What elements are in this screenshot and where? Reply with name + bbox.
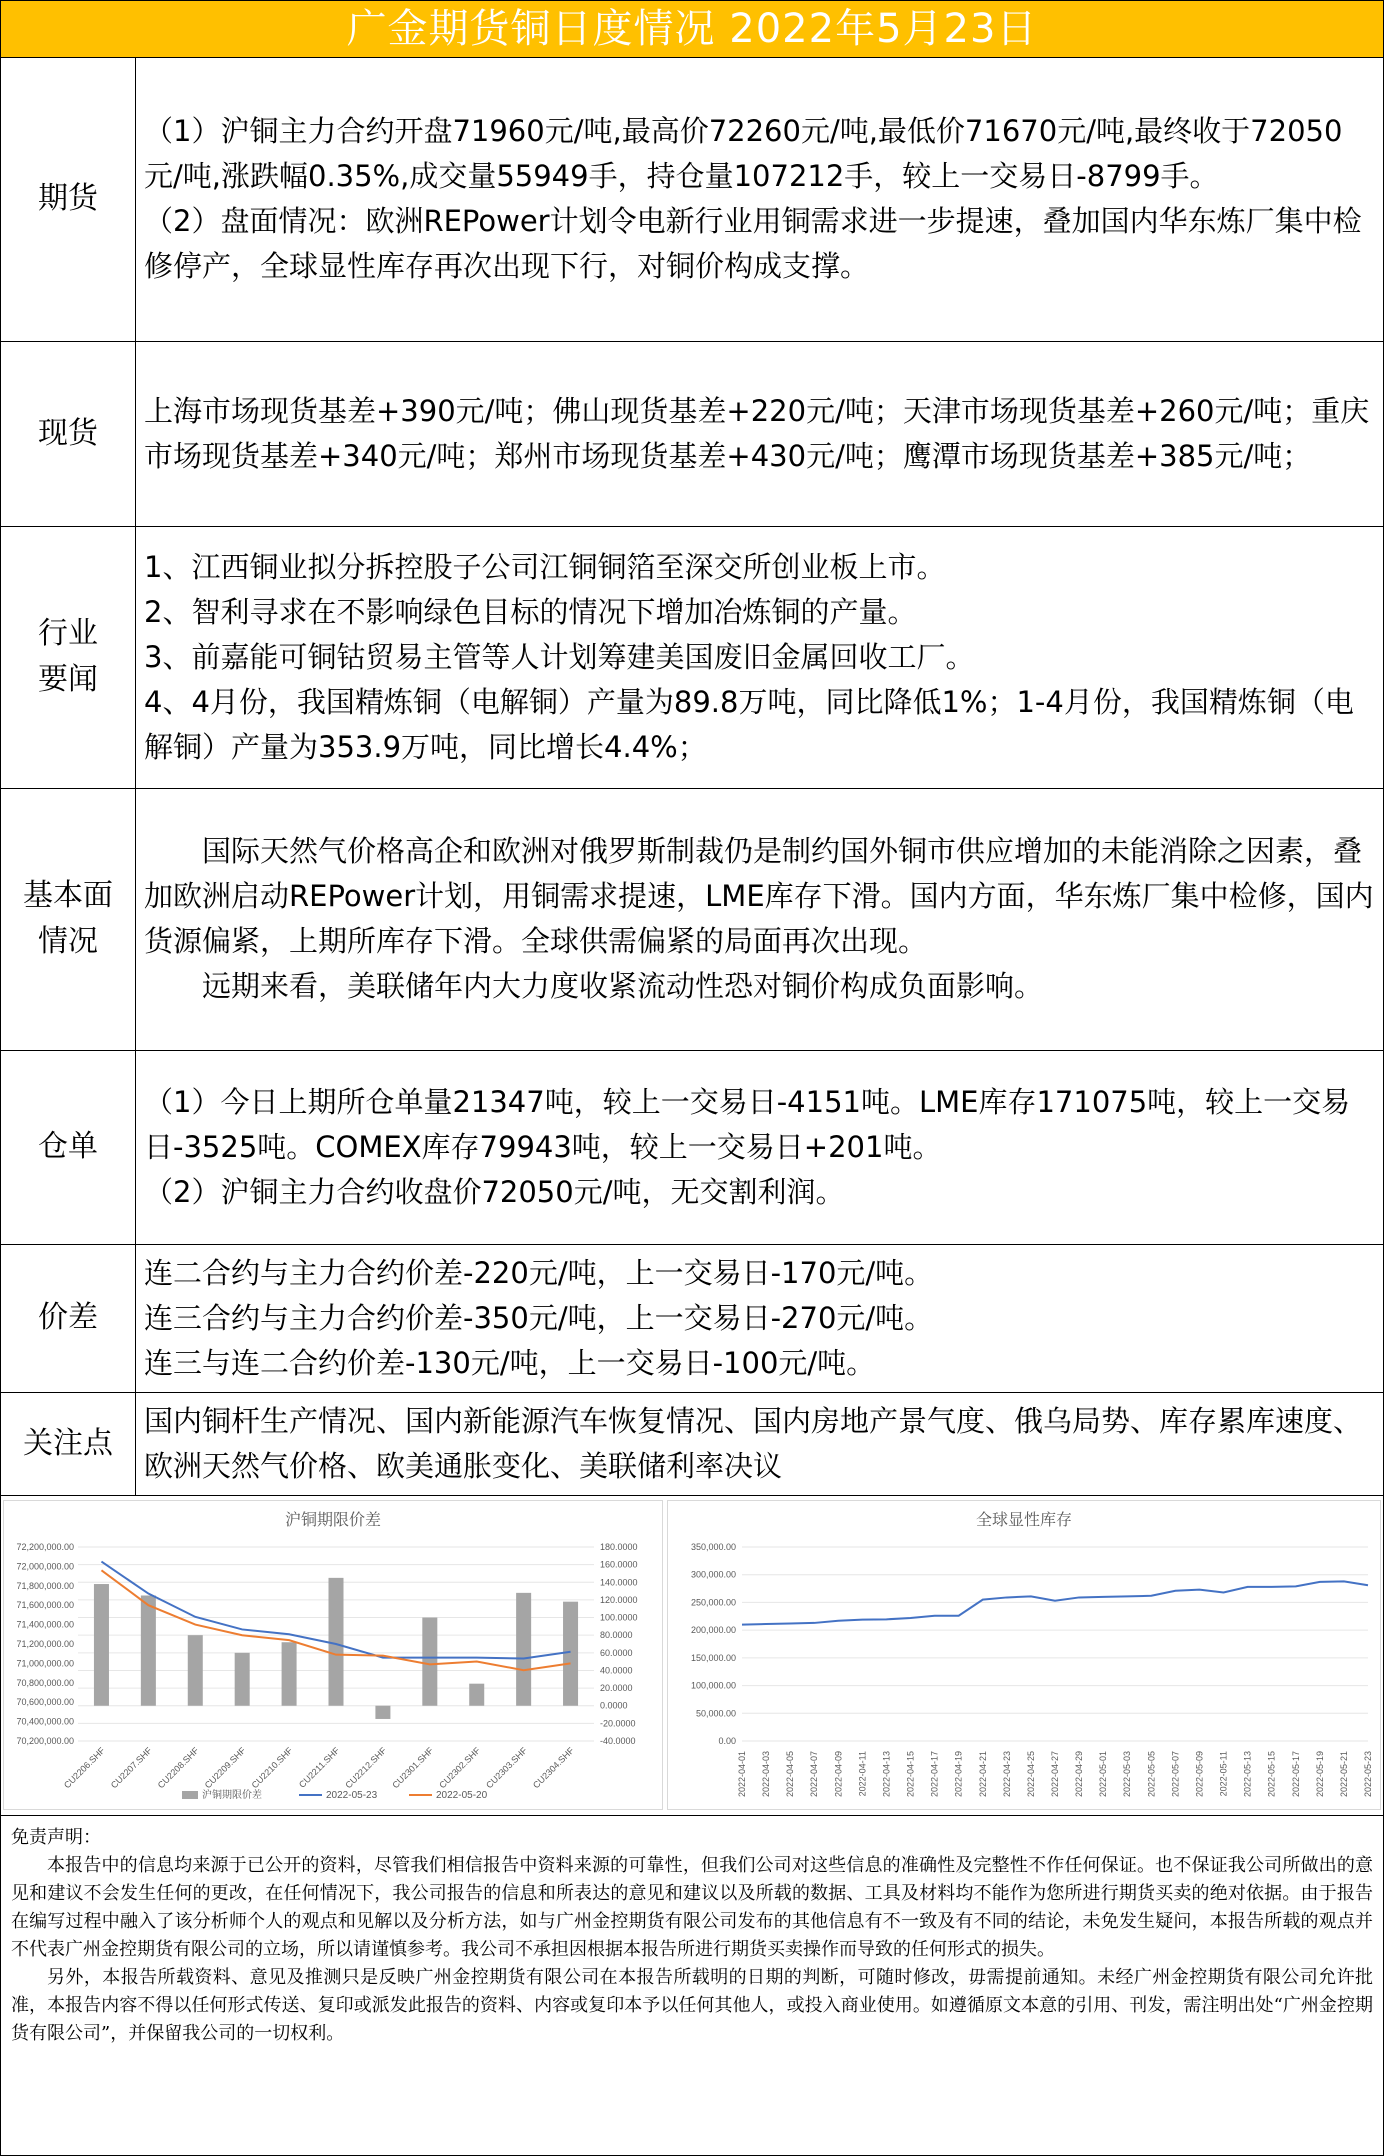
news-item: 4、4月份，我国精炼铜（电解铜）产量为89.8万吨，同比降低1%；1-4月份，我国精炼铜（电解铜）产量为353.9万吨，同比增长4.4%； <box>144 684 1354 764</box>
x-tick-label: 2022-04-05 <box>785 1750 796 1797</box>
x-tick-label: CU2207.SHF <box>108 1744 154 1790</box>
right-axis-tick-label: 120.0000 <box>600 1594 638 1605</box>
x-tick-label: 2022-04-23 <box>1001 1750 1012 1797</box>
x-tick-label: CU2206.SHF <box>61 1744 107 1790</box>
x-tick-label: 2022-04-01 <box>737 1750 747 1797</box>
x-tick-label: CU2303.SHF <box>484 1744 530 1790</box>
left-axis-tick-label: 70,800,000.00 <box>16 1677 74 1688</box>
right-axis-tick-label: 160.0000 <box>600 1559 638 1570</box>
right-axis-tick-label: 0.0000 <box>600 1700 628 1711</box>
x-tick-label: CU2212.SHF <box>343 1744 389 1790</box>
spread-bar <box>375 1705 390 1718</box>
spread-line: 连二合约与主力合约价差-220元/吨，上一交易日-170元/吨。 <box>144 1255 934 1290</box>
y-tick-label: 0.00 <box>718 1735 736 1746</box>
right-axis-tick-label: -20.0000 <box>600 1717 636 1728</box>
disclaimer-paragraph: 另外，本报告所载资料、意见及推测只是反映广州金控期货有限公司在本报告所载明的日期的判断，可随时修改，毋需提前通知。未经广州金控期货有限公司允许批准，本报告内容不得以任何形式传送、复印或派发此报告的资料、内容或复印本予以任何其他人，或投入商业使用。如遵循原文本意的引用、刊发，需注明出处“广州金控期货有限公司”，并保留我公司的一切权利。 <box>11 1966 1373 2044</box>
y-tick-label: 150,000.00 <box>690 1652 736 1663</box>
inventory-chart <box>667 1500 1381 1810</box>
inventory-line <box>742 1581 1368 1624</box>
label-fundamentals <box>1 788 136 1050</box>
left-axis-tick-label: 72,200,000.00 <box>16 1541 74 1552</box>
legend-swatch <box>182 1791 198 1799</box>
spread-bar <box>282 1642 297 1705</box>
label-spread: 价差 <box>1 1244 136 1392</box>
report-table <box>1 58 1383 1496</box>
x-tick-label: 2022-04-27 <box>1050 1750 1060 1797</box>
y-tick-label: 250,000.00 <box>690 1596 736 1607</box>
y-tick-label: 50,000.00 <box>695 1707 736 1718</box>
label-news <box>1 526 136 788</box>
right-axis-tick-label: -40.0000 <box>600 1735 636 1746</box>
label-news-line2: 要闻 <box>38 662 98 697</box>
row-focus <box>1 1392 1383 1495</box>
right-axis-tick-label: 80.0000 <box>600 1629 633 1640</box>
futures-line: （2）盘面情况：欧洲REPower计划令电新行业用铜需求进一步提速，叠加国内华东炼厂集中检修停产，全球显性库存再次出现下行，对铜价构成支撑。 <box>144 204 1362 284</box>
row-news <box>1 526 1383 788</box>
label-news-line1: 行业 <box>38 616 98 651</box>
fundamentals-paragraph: 国际天然气价格高企和欧洲对俄罗斯制裁仍是制约国外铜市供应增加的未能消除之因素，叠加欧洲启动REPower计划，用铜需求提速，LME库存下滑。国内方面，华东炼厂集中检修，国内货源偏紧，上期所库存下滑。全球供需偏紧的局面再次出现。 <box>144 834 1374 958</box>
news-content <box>136 526 1384 788</box>
x-tick-label: 2022-05-05 <box>1146 1750 1157 1797</box>
left-axis-tick-label: 71,600,000.00 <box>16 1599 74 1610</box>
x-tick-label: 2022-05-03 <box>1122 1750 1133 1797</box>
inventory-chart-title: 全球显性库存 <box>975 1509 1072 1529</box>
spread-bar <box>422 1617 437 1705</box>
left-axis-tick-label: 71,800,000.00 <box>16 1580 74 1591</box>
disclaimer-heading: 免责声明： <box>11 1826 101 1848</box>
x-tick-label: 2022-05-17 <box>1290 1750 1301 1797</box>
legend-label: 2022-05-20 <box>436 1789 488 1801</box>
spread-bar <box>469 1683 484 1705</box>
focus-line: 国内铜杆生产情况、国内新能源汽车恢复情况、国内房地产景气度、俄乌局势、库存累库速度、欧洲天然气价格、欧美通胀变化、美联储利率决议 <box>144 1403 1363 1483</box>
x-tick-label: 2022-04-17 <box>929 1750 940 1797</box>
row-fundamentals <box>1 788 1383 1050</box>
legend-label: 2022-05-23 <box>326 1789 378 1801</box>
term-spread-chart-svg <box>4 1501 662 1809</box>
right-axis-tick-label: 40.0000 <box>600 1664 633 1675</box>
x-tick-label: 2022-04-25 <box>1025 1750 1036 1797</box>
left-axis-tick-label: 70,400,000.00 <box>16 1716 74 1727</box>
x-tick-label: CU2211.SHF <box>296 1744 342 1790</box>
spread-content <box>136 1244 1384 1392</box>
x-tick-label: CU2210.SHF <box>249 1744 295 1790</box>
news-item: 3、前嘉能可铜钴贸易主管等人计划筹建美国废旧金属回收工厂。 <box>144 639 975 674</box>
x-tick-label: 2022-05-23 <box>1363 1750 1373 1797</box>
spread-bar <box>235 1652 250 1705</box>
x-tick-label: CU2209.SHF <box>202 1744 248 1790</box>
x-tick-label: 2022-04-19 <box>953 1750 964 1797</box>
futures-content <box>136 58 1384 341</box>
disclaimer <box>1 1816 1383 2048</box>
label-fundamentals-line1: 基本面 <box>23 878 113 913</box>
term-spread-chart <box>3 1500 663 1810</box>
x-tick-label: 2022-05-21 <box>1338 1750 1349 1797</box>
x-tick-label: 2022-05-09 <box>1194 1750 1205 1797</box>
x-tick-label: 2022-05-15 <box>1266 1750 1277 1797</box>
row-spread <box>1 1244 1383 1392</box>
left-axis-tick-label: 71,400,000.00 <box>16 1619 74 1630</box>
left-axis-tick-label: 72,000,000.00 <box>16 1560 74 1571</box>
right-axis-tick-label: 180.0000 <box>600 1541 638 1552</box>
fundamentals-paragraph: 远期来看，美联储年内大力度收紧流动性恐对铜价构成负面影响。 <box>202 969 1044 1003</box>
warehouse-line: （2）沪铜主力合约收盘价72050元/吨，无交割利润。 <box>144 1174 845 1209</box>
x-tick-label: 2022-04-11 <box>857 1750 868 1796</box>
right-axis-tick-label: 20.0000 <box>600 1682 633 1693</box>
fundamentals-content <box>136 788 1384 1050</box>
left-axis-tick-label: 70,200,000.00 <box>16 1735 74 1746</box>
label-futures: 期货 <box>1 58 136 341</box>
x-tick-label: 2022-05-01 <box>1098 1750 1109 1797</box>
spread-bar <box>188 1635 203 1706</box>
row-futures <box>1 58 1383 341</box>
y-tick-label: 300,000.00 <box>690 1569 736 1580</box>
row-warehouse <box>1 1050 1383 1244</box>
spot-content <box>136 341 1384 526</box>
x-tick-label: 2022-05-07 <box>1170 1750 1181 1797</box>
x-tick-label: CU2302.SHF <box>437 1744 483 1790</box>
label-warehouse: 仓单 <box>1 1050 136 1244</box>
inventory-chart-svg <box>668 1501 1380 1809</box>
right-axis-tick-label: 140.0000 <box>600 1576 638 1587</box>
right-axis-tick-label: 60.0000 <box>600 1647 633 1658</box>
term-spread-chart-title: 沪铜期限价差 <box>284 1509 381 1529</box>
right-axis-tick-label: 100.0000 <box>600 1612 638 1623</box>
y-tick-label: 200,000.00 <box>690 1624 736 1635</box>
left-axis-tick-label: 70,600,000.00 <box>16 1696 74 1707</box>
x-tick-label: 2022-04-03 <box>761 1750 772 1797</box>
row-spot <box>1 341 1383 526</box>
spread-bar <box>94 1584 109 1706</box>
x-tick-label: 2022-04-21 <box>977 1750 988 1797</box>
left-axis-tick-label: 71,200,000.00 <box>16 1638 74 1649</box>
spot-line: 上海市场现货基差+390元/吨；佛山现货基差+220元/吨；天津市场现货基差+260元/吨；重庆市场现货基差+340元/吨；郑州市场现货基差+430元/吨；鹰潭市场现货基差+385元/吨； <box>144 393 1370 473</box>
x-tick-label: CU2208.SHF <box>155 1744 201 1790</box>
disclaimer-paragraph: 本报告中的信息均来源于已公开的资料，尽管我们相信报告中资料来源的可靠性，但我们公司对这些信息的准确性及完整性不作任何保证。也不保证我公司所做出的意见和建议不会发生任何的更改，在任何情况下，我公司报告的信息和所表达的意见和建议以及所载的数据、工具及材料均不能作为您所进行期货买卖的绝对依据。由于报告在编写过程中融入了该分析师个人的观点和见解以及分析方法，如与广州金控期货有限公司发布的其他信息有不一致及有不同的结论，未免发生疑问，本报告所载的观点并不代表广州金控期货有限公司的立场，所以请谨慎参考。我公司不承担因根据本报告所进行期货买卖操作而导致的任何形式的损失。 <box>11 1854 1373 1960</box>
futures-line: （1）沪铜主力合约开盘71960元/吨,最高价72260元/吨,最低价71670元/吨,最终收于72050元/吨,涨跌幅0.35%,成交量55949手，持仓量107212手，较上一交易日-8799手。 <box>144 114 1343 194</box>
label-fundamentals-line2: 情况 <box>38 924 98 959</box>
label-spot: 现货 <box>1 341 136 526</box>
report-title: 广金期货铜日度情况 2022年5月23日 <box>1 1 1383 58</box>
spread-bar <box>141 1595 156 1705</box>
x-tick-label: 2022-05-13 <box>1242 1750 1253 1797</box>
spread-line: 连三合约与主力合约价差-350元/吨，上一交易日-270元/吨。 <box>144 1300 934 1335</box>
x-tick-label: 2022-04-29 <box>1074 1750 1085 1797</box>
spread-line: 连三与连二合约价差-130元/吨，上一交易日-100元/吨。 <box>144 1345 876 1380</box>
y-tick-label: 100,000.00 <box>690 1680 736 1691</box>
warehouse-content <box>136 1050 1384 1244</box>
focus-content <box>136 1392 1384 1495</box>
spread-bar <box>563 1601 578 1705</box>
legend-label: 沪铜期限价差 <box>202 1789 262 1801</box>
x-tick-label: 2022-04-07 <box>809 1750 820 1797</box>
spread-bar <box>516 1592 531 1705</box>
news-item: 2、智利寻求在不影响绿色目标的情况下增加冶炼铜的产量。 <box>144 594 917 629</box>
x-tick-label: 2022-04-13 <box>881 1750 892 1797</box>
spread-bar <box>328 1577 343 1705</box>
news-item: 1、江西铜业拟分拆控股子公司江铜铜箔至深交所创业板上市。 <box>144 549 946 584</box>
warehouse-line: （1）今日上期所仓单量21347吨，较上一交易日-4151吨。LME库存171075吨，较上一交易日-3525吨。COMEX库存79943吨，较上一交易日+201吨。 <box>144 1084 1351 1164</box>
x-tick-label: 2022-05-19 <box>1314 1750 1325 1797</box>
charts-area <box>1 1496 1383 1816</box>
left-axis-tick-label: 71,000,000.00 <box>16 1657 74 1668</box>
x-tick-label: CU2304.SHF <box>531 1744 576 1790</box>
label-focus: 关注点 <box>1 1392 136 1495</box>
y-tick-label: 350,000.00 <box>690 1541 736 1552</box>
x-tick-label: CU2301.SHF <box>390 1744 436 1790</box>
x-tick-label: 2022-05-11 <box>1218 1750 1229 1796</box>
x-tick-label: 2022-04-15 <box>905 1750 916 1797</box>
x-tick-label: 2022-04-09 <box>833 1750 844 1797</box>
